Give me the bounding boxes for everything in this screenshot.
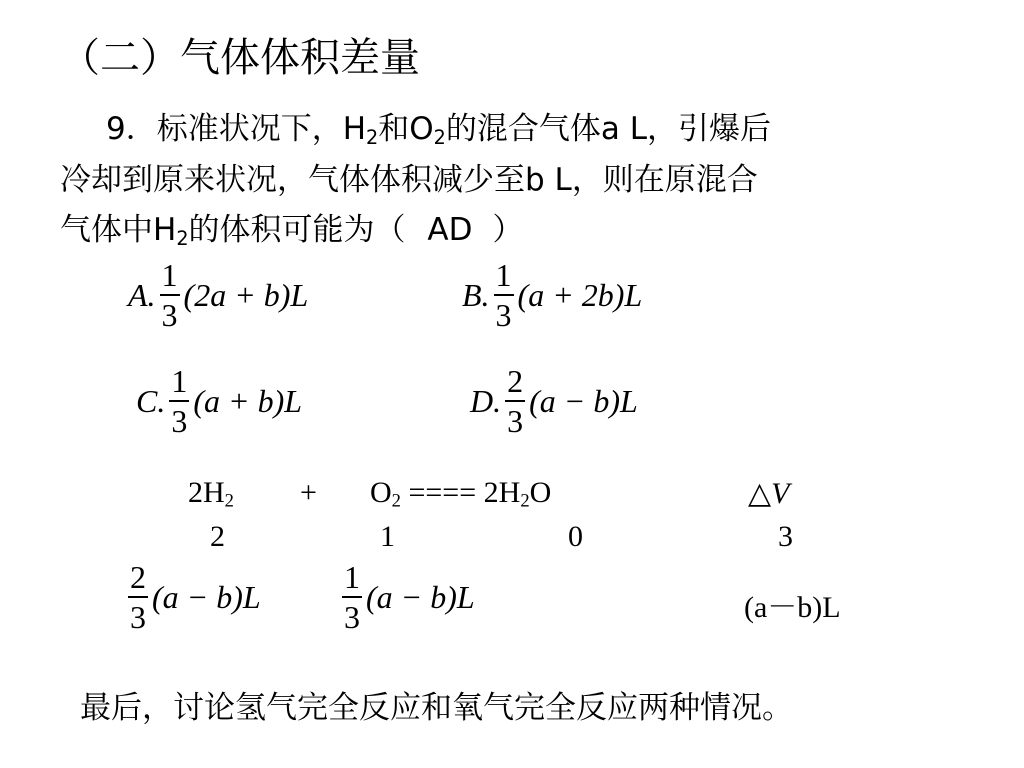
fraction: $\frac{1}{3}$ [344,559,360,635]
answer-text: AD [427,212,473,248]
fraction: $\frac{1}{3}$ [171,363,188,439]
question-line-2: 冷却到原来状况，气体体积减少至b L，则在原混合 [60,162,758,198]
question-line-1: 9．标准状况下，$H_2$和$O_2$的混合气体a L，引爆后 [106,111,772,149]
fraction: $\frac{1}{3}$ [161,257,178,333]
reaction-h2: $2H_2$ [188,476,234,512]
fraction: $\frac{2}{3}$ [507,363,524,439]
fraction: $\frac{2}{3}$ [130,559,146,635]
fraction: $\frac{1}{3}$ [495,257,512,333]
volume-h2: $\frac{2}{3}$ (a − b)L [130,559,261,635]
option-b: B. $\frac{1}{3}$ (a + 2b)L [462,257,643,333]
option-d: D. $\frac{2}{3}$ (a − b)L [470,363,638,439]
reaction-plus: + [300,476,317,509]
slide-title: （二）气体体积差量 [60,35,420,81]
question-line-3: 气体中$H_2$的体积可能为（ AD ） [60,212,524,250]
volume-o2: $\frac{1}{3}$ (a − b)L [344,559,475,635]
volume-delta-v: (a－b)L [744,591,841,624]
question-number: 9． [106,111,157,147]
footer-note: 最后，讨论氢气完全反应和氧气完全反应两种情况。 [80,690,793,726]
reaction-delta-v: △V [748,477,790,510]
coef-delta-v: 3 [778,520,793,553]
option-c: C. $\frac{1}{3}$ (a + b)L [136,363,303,439]
coef-h2o: 0 [568,520,583,553]
coef-h2: 2 [210,520,225,553]
reaction-o2-equation: $O_2$ ==== $2H_2O$ [370,476,552,512]
option-a: A. $\frac{1}{3}$ (2a + b)L [128,257,309,333]
coef-o2: 1 [380,520,395,553]
